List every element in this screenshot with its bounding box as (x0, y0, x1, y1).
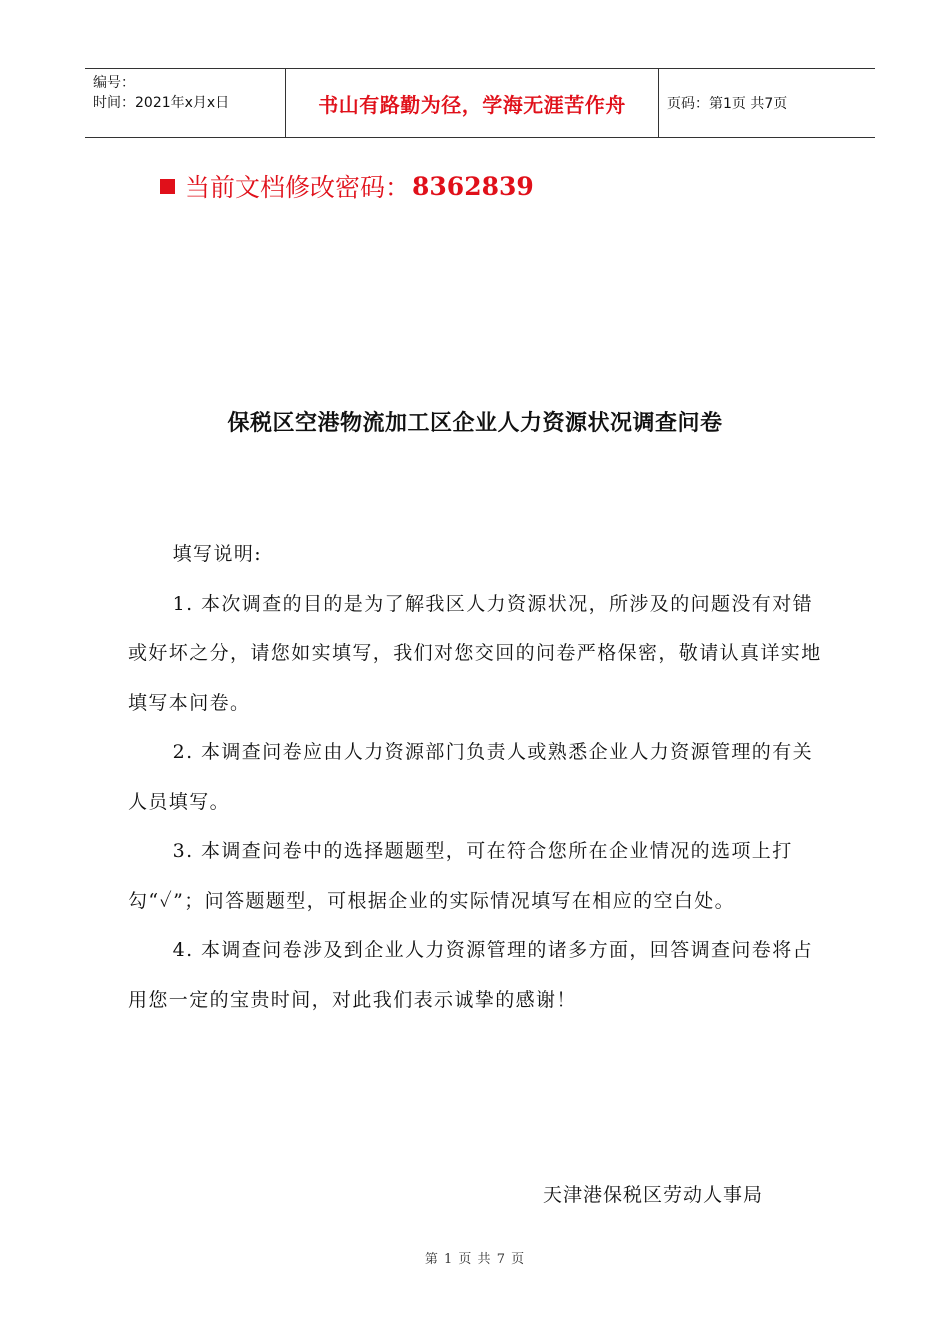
issuer-signature: 天津港保税区劳动人事局 (543, 1184, 764, 1206)
document-title: 保税区空港物流加工区企业人力资源状况调查问卷 (227, 410, 723, 436)
page-footer: 第 1 页 共 7 页 (424, 1252, 526, 1267)
password-code: 8362839 (412, 171, 534, 201)
password-label: 当前文档修改密码： (185, 173, 411, 202)
red-square-icon (160, 179, 175, 194)
header-meta-cell (85, 69, 286, 137)
header-motto: 书山有路勤为径，学海无涯苦作舟 (286, 69, 659, 137)
password-notice (160, 168, 534, 204)
instructions-section (128, 530, 830, 1025)
instruction-item-1: 1. 本次调查的目的是为了解我区人力资源状况，所涉及的问题没有对错或好坏之分，请您如实填写，我们对您交回的问卷严格保密，敬请认真详实地填写本问卷。 (128, 592, 822, 714)
header-page-info: 页码：第1页 共7页 (667, 96, 788, 112)
instructions-heading: 填写说明: (172, 543, 263, 565)
page-header (85, 68, 875, 138)
instruction-item-3: 3. 本调查问卷中的选择题题型，可在符合您所在企业情况的选项上打勾“✓”；问答题题型，可根据企业的实际情况填写在相应的空白处。 (128, 840, 793, 912)
document-number-label: 编号： (93, 75, 135, 91)
document-time-label: 时间：2021年x月x日 (93, 95, 230, 111)
instruction-item-2: 2. 本调查问卷应由人力资源部门负责人或熟悉企业人力资源管理的有关人员填写。 (128, 741, 814, 813)
instruction-item-4: 4. 本调查问卷涉及到企业人力资源管理的诸多方面，回答调查问卷将占用您一定的宝贵时间，对此我们表示诚挚的感谢！ (128, 939, 814, 1011)
